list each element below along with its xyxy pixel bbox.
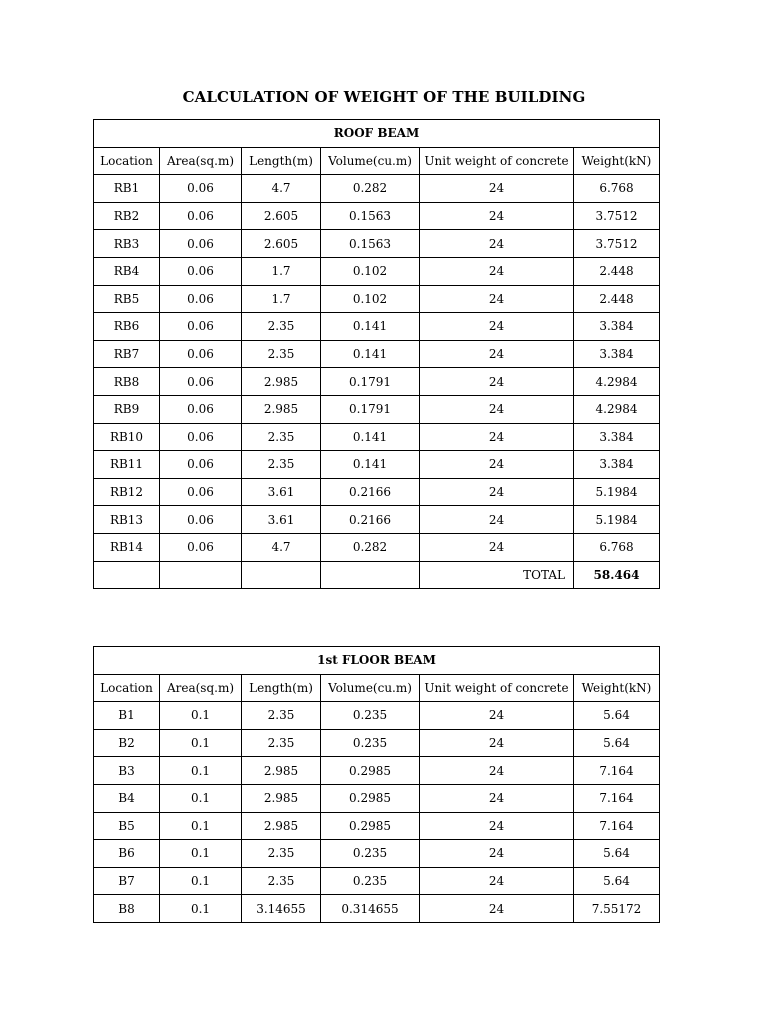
table-cell: 0.1 — [160, 840, 242, 868]
table-row — [94, 812, 660, 840]
table-cell: B6 — [94, 840, 160, 868]
table-cell: 0.1563 — [321, 230, 420, 258]
table-cell: RB4 — [94, 257, 160, 285]
table-cell: 0.1563 — [321, 202, 420, 230]
table-cell: 0.06 — [160, 423, 242, 451]
column-header: Location — [94, 147, 160, 175]
table-cell: 4.2984 — [574, 395, 660, 423]
total-value: 58.464 — [574, 561, 660, 589]
table-cell: 0.141 — [321, 423, 420, 451]
table-cell: 0.06 — [160, 451, 242, 479]
table-cell: 24 — [420, 257, 574, 285]
table-cell: B7 — [94, 867, 160, 895]
table-caption-row — [94, 120, 660, 148]
table-cell: 7.164 — [574, 812, 660, 840]
table-cell: 0.1 — [160, 812, 242, 840]
table-cell: 0.102 — [321, 257, 420, 285]
table-cell: 0.314655 — [321, 895, 420, 923]
table-cell: RB14 — [94, 533, 160, 561]
table-cell: 24 — [420, 285, 574, 313]
document-title: CALCULATION OF WEIGHT OF THE BUILDING — [182, 88, 586, 106]
table-cell: 24 — [420, 395, 574, 423]
table-cell: 3.384 — [574, 451, 660, 479]
column-header: Weight(kN) — [574, 147, 660, 175]
column-header: Area(sq.m) — [160, 674, 242, 702]
column-header: Unit weight of concrete — [420, 674, 574, 702]
empty-cell — [160, 561, 242, 589]
table-cell: 0.282 — [321, 175, 420, 203]
table-cell: RB3 — [94, 230, 160, 258]
table-cell: RB10 — [94, 423, 160, 451]
table-cell: 24 — [420, 313, 574, 341]
column-header: Length(m) — [242, 147, 321, 175]
table-row — [94, 702, 660, 730]
table-cell: 24 — [420, 368, 574, 396]
table-row — [94, 395, 660, 423]
table-row — [94, 478, 660, 506]
table-cell: RB1 — [94, 175, 160, 203]
table-header-row — [94, 147, 660, 175]
table-cell: RB7 — [94, 340, 160, 368]
table-cell: 0.06 — [160, 175, 242, 203]
table-cell: 24 — [420, 702, 574, 730]
table-cell: 7.164 — [574, 784, 660, 812]
column-header: Unit weight of concrete — [420, 147, 574, 175]
table-cell: 24 — [420, 423, 574, 451]
table-cell: 2.35 — [242, 729, 321, 757]
empty-cell — [242, 561, 321, 589]
table-cell: B1 — [94, 702, 160, 730]
table-cell: 3.384 — [574, 313, 660, 341]
table-caption: ROOF BEAM — [94, 120, 660, 148]
table-cell: 7.164 — [574, 757, 660, 785]
table-cell: 3.7512 — [574, 230, 660, 258]
table-row — [94, 340, 660, 368]
table-cell: 2.35 — [242, 451, 321, 479]
table-cell: 3.384 — [574, 340, 660, 368]
table-cell: 5.64 — [574, 840, 660, 868]
table-cell: 0.235 — [321, 867, 420, 895]
column-header: Location — [94, 674, 160, 702]
table-cell: 24 — [420, 757, 574, 785]
table-cell: 0.1 — [160, 702, 242, 730]
table-cell: 2.985 — [242, 812, 321, 840]
table-cell: 5.1984 — [574, 506, 660, 534]
table-cell: 0.06 — [160, 313, 242, 341]
table-cell: 24 — [420, 506, 574, 534]
table-cell: 0.141 — [321, 340, 420, 368]
table-row — [94, 451, 660, 479]
table-cell: 3.61 — [242, 506, 321, 534]
table-cell: 5.64 — [574, 729, 660, 757]
table-cell: 0.102 — [321, 285, 420, 313]
table-cell: 1.7 — [242, 257, 321, 285]
column-header: Area(sq.m) — [160, 147, 242, 175]
table-cell: 4.7 — [242, 175, 321, 203]
total-row — [94, 561, 660, 589]
table-cell: 24 — [420, 478, 574, 506]
empty-cell — [321, 561, 420, 589]
table-cell: 24 — [420, 202, 574, 230]
table-cell: 24 — [420, 729, 574, 757]
table-cell: 0.235 — [321, 702, 420, 730]
table-cell: 0.2166 — [321, 478, 420, 506]
table-row — [94, 313, 660, 341]
table-cell: 2.35 — [242, 840, 321, 868]
table-cell: 1.7 — [242, 285, 321, 313]
table-cell: 0.235 — [321, 840, 420, 868]
table-cell: 0.06 — [160, 368, 242, 396]
table-cell: B8 — [94, 895, 160, 923]
table-cell: 3.61 — [242, 478, 321, 506]
table-cell: 0.1791 — [321, 368, 420, 396]
table-cell: 0.282 — [321, 533, 420, 561]
table-cell: 0.06 — [160, 202, 242, 230]
table-row — [94, 895, 660, 923]
table-cell: 24 — [420, 175, 574, 203]
table-cell: 0.06 — [160, 285, 242, 313]
table-cell: 2.35 — [242, 867, 321, 895]
table-cell: 0.06 — [160, 506, 242, 534]
table-cell: 0.06 — [160, 230, 242, 258]
table-header-row — [94, 674, 660, 702]
column-header: Volume(cu.m) — [321, 674, 420, 702]
table-cell: 6.768 — [574, 533, 660, 561]
table-cell: 0.1 — [160, 757, 242, 785]
column-header: Weight(kN) — [574, 674, 660, 702]
table-cell: 0.2985 — [321, 784, 420, 812]
table-cell: RB2 — [94, 202, 160, 230]
table-cell: 0.06 — [160, 533, 242, 561]
table-cell: 24 — [420, 895, 574, 923]
table-cell: 0.1 — [160, 895, 242, 923]
table-cell: 0.06 — [160, 257, 242, 285]
table-cell: 0.06 — [160, 478, 242, 506]
table-cell: 0.141 — [321, 313, 420, 341]
table-cell: 24 — [420, 533, 574, 561]
table-cell: 0.141 — [321, 451, 420, 479]
table-cell: 2.985 — [242, 757, 321, 785]
table-cell: 24 — [420, 867, 574, 895]
table-cell: 24 — [420, 812, 574, 840]
table-cell: 24 — [420, 451, 574, 479]
table-row — [94, 202, 660, 230]
table-cell: 0.2985 — [321, 757, 420, 785]
table-row — [94, 230, 660, 258]
table-caption-row — [94, 647, 660, 675]
table-cell: B3 — [94, 757, 160, 785]
table-cell: 2.35 — [242, 313, 321, 341]
table-cell: 3.384 — [574, 423, 660, 451]
table-row — [94, 506, 660, 534]
table-cell: 0.2166 — [321, 506, 420, 534]
table-cell: 2.985 — [242, 395, 321, 423]
table-cell: RB8 — [94, 368, 160, 396]
table-cell: 2.448 — [574, 285, 660, 313]
table-cell: B5 — [94, 812, 160, 840]
table-cell: RB6 — [94, 313, 160, 341]
table-cell: RB11 — [94, 451, 160, 479]
table-cell: 6.768 — [574, 175, 660, 203]
table-row — [94, 729, 660, 757]
table-cell: 0.1 — [160, 784, 242, 812]
table-cell: 0.1 — [160, 729, 242, 757]
table-cell: 24 — [420, 230, 574, 258]
table-cell: 5.64 — [574, 867, 660, 895]
table-cell: RB12 — [94, 478, 160, 506]
table-cell: 5.1984 — [574, 478, 660, 506]
table-cell: 0.06 — [160, 340, 242, 368]
table-row — [94, 840, 660, 868]
table-cell: B4 — [94, 784, 160, 812]
table-cell: 0.1791 — [321, 395, 420, 423]
table-cell: 0.06 — [160, 395, 242, 423]
table-cell: 0.2985 — [321, 812, 420, 840]
table-cell: 5.64 — [574, 702, 660, 730]
roof-beam-table — [93, 119, 660, 589]
column-header: Volume(cu.m) — [321, 147, 420, 175]
table-cell: 2.985 — [242, 784, 321, 812]
table-row — [94, 175, 660, 203]
table-cell: RB5 — [94, 285, 160, 313]
table-cell: 2.35 — [242, 423, 321, 451]
empty-cell — [94, 561, 160, 589]
table-cell: 3.14655 — [242, 895, 321, 923]
table-cell: 24 — [420, 340, 574, 368]
table-cell: 2.35 — [242, 702, 321, 730]
floor-beam-table — [93, 646, 660, 923]
table-cell: 3.7512 — [574, 202, 660, 230]
table-row — [94, 423, 660, 451]
table-cell: RB13 — [94, 506, 160, 534]
table-cell: 2.605 — [242, 230, 321, 258]
table-cell: 7.55172 — [574, 895, 660, 923]
table-cell: 2.35 — [242, 340, 321, 368]
table-cell: 2.605 — [242, 202, 321, 230]
table-cell: 0.235 — [321, 729, 420, 757]
table-cell: 0.1 — [160, 867, 242, 895]
table-cell: RB9 — [94, 395, 160, 423]
table-row — [94, 285, 660, 313]
table-row — [94, 757, 660, 785]
table-cell: 24 — [420, 784, 574, 812]
table-row — [94, 368, 660, 396]
table-cell: 2.448 — [574, 257, 660, 285]
table-cell: 4.7 — [242, 533, 321, 561]
table-row — [94, 533, 660, 561]
table-row — [94, 867, 660, 895]
table-caption: 1st FLOOR BEAM — [94, 647, 660, 675]
total-label: TOTAL — [420, 561, 574, 589]
table-cell: B2 — [94, 729, 160, 757]
table-row — [94, 257, 660, 285]
table-cell: 2.985 — [242, 368, 321, 396]
column-header: Length(m) — [242, 674, 321, 702]
table-cell: 24 — [420, 840, 574, 868]
table-cell: 4.2984 — [574, 368, 660, 396]
table-row — [94, 784, 660, 812]
